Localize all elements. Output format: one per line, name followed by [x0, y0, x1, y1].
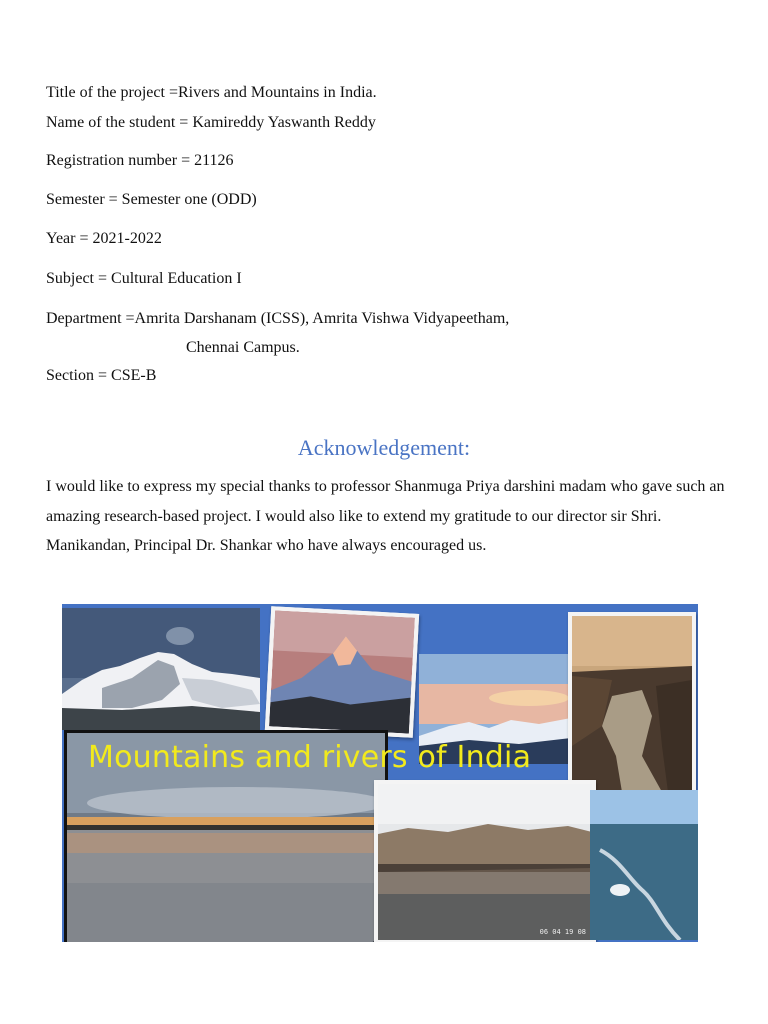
department-line: Department =Amrita Darshanam (ICSS), Amrita Vishwa Vidyapeetham, — [46, 310, 510, 327]
collage-banner-text: Mountains and rivers of India — [88, 740, 532, 775]
project-title-line: Title of the project =Rivers and Mountains in India. — [46, 84, 377, 101]
year-line: Year = 2021-2022 — [46, 230, 162, 247]
aerial-river-photo — [590, 790, 698, 940]
canyon-river-photo — [568, 612, 696, 796]
student-name-line: Name of the student = Kamireddy Yaswanth Reddy — [46, 114, 376, 131]
semester-line: Semester = Semester one (ODD) — [46, 191, 257, 208]
photo-timestamp: 06 04 19 08 — [539, 928, 586, 936]
acknowledgement-paragraph: I would like to express my special thanks to professor Shanmuga Priya darshini madam who gave such an amazing research-based project. I would also like to extend my gratitude to our director sir Shri. Manikandan, Principal Dr. Shankar who have always encouraged us. — [46, 478, 725, 554]
rock-reflection-photo — [374, 780, 596, 942]
registration-line: Registration number = 21126 — [46, 152, 234, 169]
sunset-peak-photo — [265, 606, 419, 738]
india-collage-image — [62, 604, 698, 942]
section-line: Section = CSE-B — [46, 367, 157, 384]
subject-line: Subject = Cultural Education I — [46, 270, 242, 287]
department-continuation: Chennai Campus. — [186, 339, 300, 356]
snow-peak-photo — [62, 608, 260, 730]
acknowledgement-heading: Acknowledgement: — [297, 435, 471, 460]
